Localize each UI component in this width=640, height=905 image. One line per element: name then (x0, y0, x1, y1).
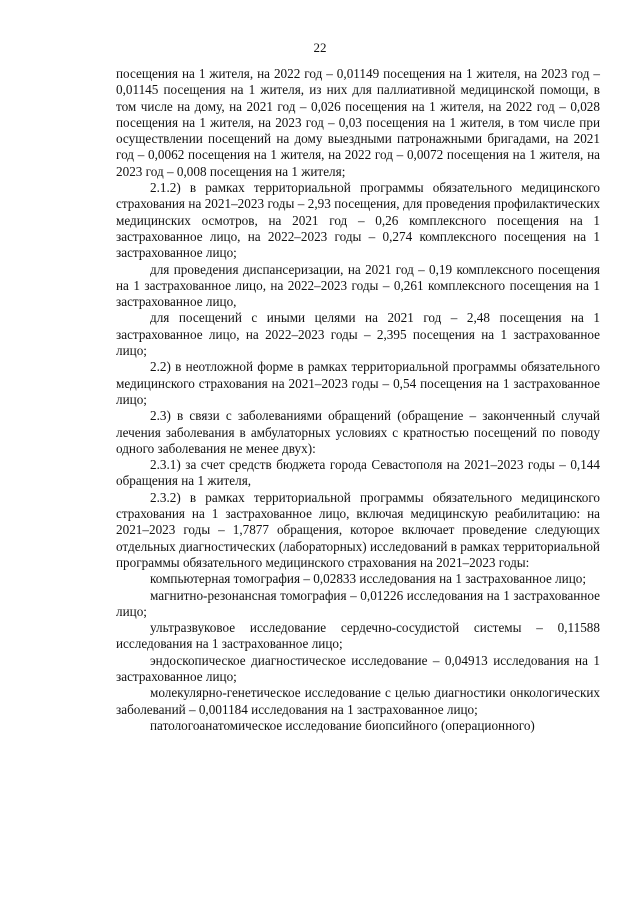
paragraph-ct: компьютерная томография – 0,02833 исследования на 1 застрахованное лицо; (150, 571, 587, 587)
paragraph-2-3-2: 2.3.2) в рамках территориальной программы обязательного медицинского страхования на 1 застрахованное лицо, включая медицинскую реабилитацию: на 2021–2023 годы – 1,7877 обращения, которое включает проведение следующих отдельных диагностических (лабораторных) исследований в рамках территориальной программы обязательного медицинского страхования на 2021–2023 годы: (116, 489, 600, 570)
paragraph-2-2: 2.2) в неотложной форме в рамках территориальной программы обязательного медицинского страхования на 2021–2023 годы – 0,54 посещения на 1 застрахованное лицо; (116, 359, 600, 407)
paragraph-pathology: патологоанатомическое исследование биопсийного (операционного) (150, 717, 535, 733)
paragraph-other-visits: для посещений с иными целями на 2021 год – 2,48 посещения на 1 застрахованное лицо, на 2022–2023 годы – 2,395 посещения на 1 застрахованное лицо; (116, 310, 600, 359)
paragraph-continuation: посещения на 1 жителя, на 2022 год – 0,01149 посещения на 1 жителя, на 2023 год – 0,01145 посещения на 1 жителя, из них для паллиативной медицинской помощи, в том числе на дому, на 2021 год – 0,026 посещения на 1 жителя, на 2022 год – 0,028 посещения на 1 жителя, на 2023 год – 0,03 посещения на 1 жителя, в том числе при осуществлении посещений на дому выездными патронажными бригадами, на 2021 год – 0,0062 посещения на 1 жителя, на 2022 год – 0,0072 посещения на 1 жителя, на 2023 год – 0,008 посещения на 1 жителя; (116, 66, 600, 179)
paragraph-endoscopy: эндоскопическое диагностическое исследование – 0,04913 исследования на 1 застрахованное лицо; (116, 652, 600, 684)
paragraph-mri: магнитно-резонансная томография – 0,01226 исследования на 1 застрахованное лицо; (116, 587, 600, 619)
paragraph-2-3: 2.3) в связи с заболеваниями обращений (обращение – законченный случай лечения заболевания в амбулаторных условиях с кратностью посещений по поводу одного заболевания не менее двух): (116, 408, 600, 456)
paragraph-ultrasound: ультразвуковое исследование сердечно-сосудистой системы – 0,11588 исследования на 1 застрахованное лицо; (116, 620, 600, 652)
paragraph-molecular-genetic: молекулярно-генетическое исследование с целью диагностики онкологических заболеваний – 0,001184 исследования на 1 застрахованное лицо; (116, 685, 600, 717)
paragraph-2-1-2: 2.1.2) в рамках территориальной программы обязательного медицинского страхования на 2021–2023 годы – 2,93 посещения, для проведения профилактических медицинских осмотров, на 2021 год – 0,26 комплексного посещения на 1 застрахованное лицо, на 2022–2023 годы – 0,274 комплексного посещения на 1 застрахованное лицо; (116, 180, 600, 261)
page-number: 22 (313, 40, 327, 55)
body-text (116, 66, 600, 734)
paragraph-2-3-1: 2.3.1) за счет средств бюджета города Севастополя на 2021–2023 годы – 0,144 обращения на 1 жителя, (116, 457, 600, 489)
paragraph-dispensarization: для проведения диспансеризации, на 2021 год – 0,19 комплексного посещения на 1 застрахованное лицо, на 2022–2023 годы – 0,261 комплексного посещения на 1 застрахованное лицо, (116, 261, 600, 310)
